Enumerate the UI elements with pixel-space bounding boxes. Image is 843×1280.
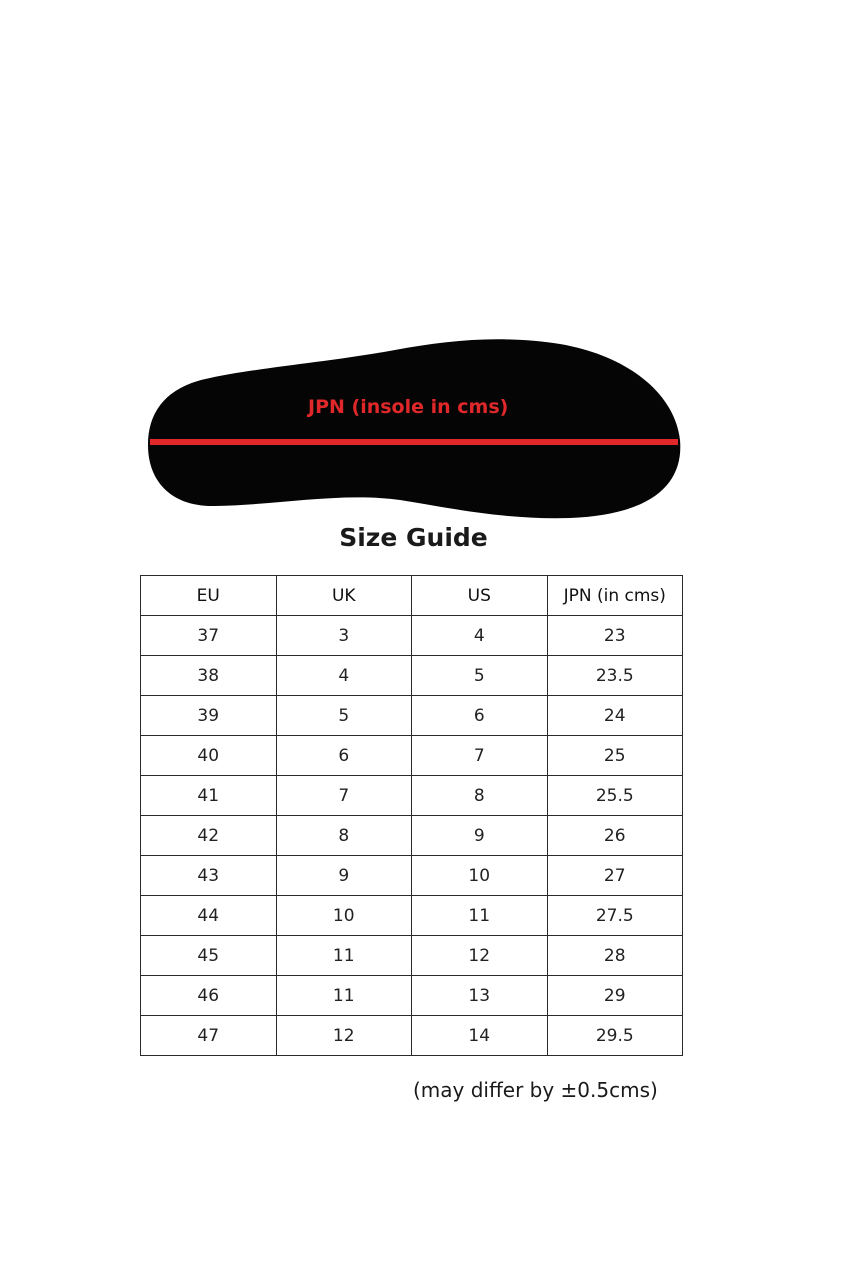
cell-eu: 39 xyxy=(141,696,277,736)
cell-jpn: 26 xyxy=(547,816,683,856)
page-title: Size Guide xyxy=(339,523,488,552)
cell-uk: 3 xyxy=(276,616,412,656)
cell-eu: 44 xyxy=(141,896,277,936)
cell-jpn: 23.5 xyxy=(547,656,683,696)
cell-uk: 7 xyxy=(276,776,412,816)
cell-eu: 42 xyxy=(141,816,277,856)
cell-us: 9 xyxy=(412,816,548,856)
header-jpn: JPN (in cms) xyxy=(547,576,683,616)
table-row xyxy=(141,896,683,936)
cell-us: 11 xyxy=(412,896,548,936)
cell-uk: 11 xyxy=(276,936,412,976)
table-row xyxy=(141,656,683,696)
cell-us: 13 xyxy=(412,976,548,1016)
table-row xyxy=(141,856,683,896)
table-row xyxy=(141,736,683,776)
cell-jpn: 27 xyxy=(547,856,683,896)
cell-jpn: 29.5 xyxy=(547,1016,683,1056)
cell-us: 14 xyxy=(412,1016,548,1056)
cell-uk: 12 xyxy=(276,1016,412,1056)
cell-eu: 46 xyxy=(141,976,277,1016)
cell-us: 4 xyxy=(412,616,548,656)
table-row xyxy=(141,696,683,736)
table-row xyxy=(141,816,683,856)
cell-eu: 40 xyxy=(141,736,277,776)
insole-shape xyxy=(148,339,680,518)
header-eu: EU xyxy=(141,576,277,616)
cell-us: 5 xyxy=(412,656,548,696)
size-table xyxy=(140,575,683,1056)
cell-eu: 45 xyxy=(141,936,277,976)
table-row xyxy=(141,616,683,656)
cell-uk: 8 xyxy=(276,816,412,856)
table-row xyxy=(141,976,683,1016)
cell-jpn: 28 xyxy=(547,936,683,976)
cell-uk: 4 xyxy=(276,656,412,696)
cell-jpn: 29 xyxy=(547,976,683,1016)
cell-eu: 47 xyxy=(141,1016,277,1056)
cell-uk: 11 xyxy=(276,976,412,1016)
cell-eu: 38 xyxy=(141,656,277,696)
cell-jpn: 23 xyxy=(547,616,683,656)
cell-jpn: 25.5 xyxy=(547,776,683,816)
cell-eu: 37 xyxy=(141,616,277,656)
cell-us: 12 xyxy=(412,936,548,976)
table-row xyxy=(141,936,683,976)
cell-us: 8 xyxy=(412,776,548,816)
cell-us: 6 xyxy=(412,696,548,736)
cell-jpn: 25 xyxy=(547,736,683,776)
cell-uk: 5 xyxy=(276,696,412,736)
cell-uk: 6 xyxy=(276,736,412,776)
table-row xyxy=(141,776,683,816)
header-uk: UK xyxy=(276,576,412,616)
tolerance-note: (may differ by ±0.5cms) xyxy=(413,1078,658,1102)
header-us: US xyxy=(412,576,548,616)
insole-illustration xyxy=(0,0,843,540)
cell-eu: 43 xyxy=(141,856,277,896)
cell-uk: 10 xyxy=(276,896,412,936)
cell-us: 10 xyxy=(412,856,548,896)
table-header-row xyxy=(141,576,683,616)
insole-label: JPN (insole in cms) xyxy=(308,396,509,418)
cell-jpn: 24 xyxy=(547,696,683,736)
cell-us: 7 xyxy=(412,736,548,776)
cell-eu: 41 xyxy=(141,776,277,816)
table-row xyxy=(141,1016,683,1056)
cell-jpn: 27.5 xyxy=(547,896,683,936)
cell-uk: 9 xyxy=(276,856,412,896)
